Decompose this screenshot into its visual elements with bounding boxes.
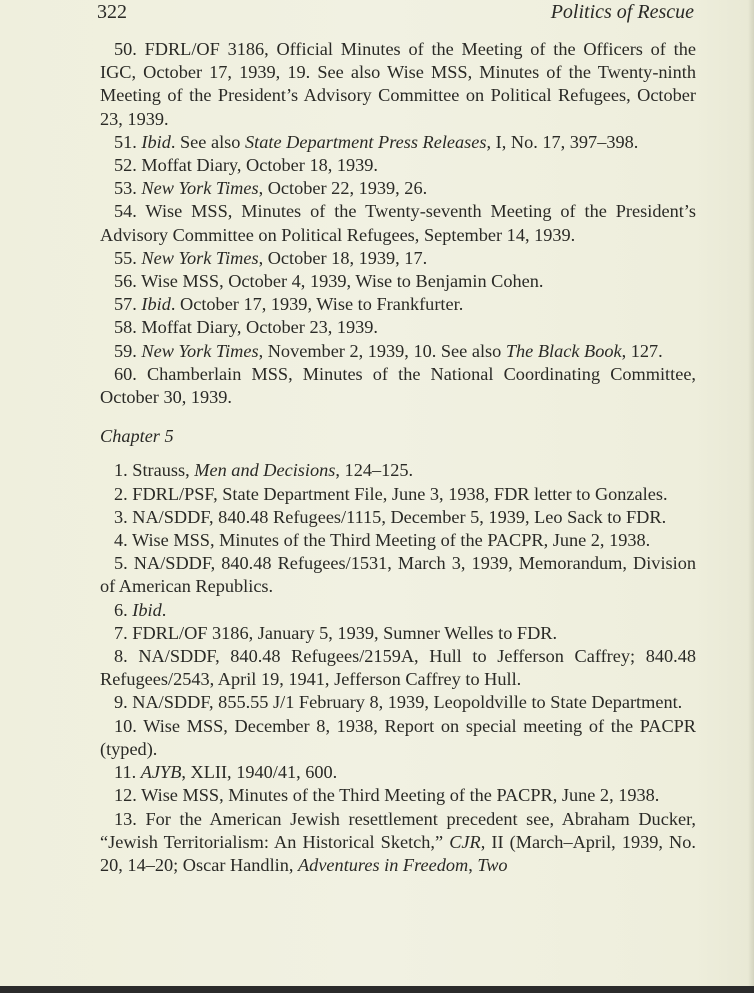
endnote-text: , bbox=[468, 854, 478, 875]
endnote bbox=[100, 808, 696, 878]
endnote-text: 60. Chamberlain MSS, Minutes of the National Coordinating Committee, October 30, 1939. bbox=[100, 363, 696, 408]
endnote bbox=[100, 784, 696, 807]
endnote-text: , November 2, 1939, 10. See also bbox=[258, 340, 506, 361]
endnote bbox=[100, 622, 696, 645]
endnote-italic-text: Ibid bbox=[141, 294, 171, 315]
bottom-bar bbox=[0, 986, 754, 993]
endnote-italic-text: Ibid bbox=[141, 131, 171, 152]
endnotes bbox=[100, 38, 696, 877]
endnote-italic-text: New York Times bbox=[141, 247, 259, 268]
endnote-italic-text: AJYB bbox=[140, 762, 182, 783]
endnote-text: , II (March–April, 1939, No. 20, 14–20; Oscar Handlin, bbox=[100, 831, 696, 875]
endnote-text: 56. Wise MSS, October 4, 1939, Wise to Benjamin Cohen. bbox=[114, 271, 544, 292]
endnote-text: 51. bbox=[114, 131, 142, 152]
endnote-text: 58. Moffat Diary, October 23, 1939. bbox=[114, 317, 379, 338]
endnote bbox=[100, 316, 696, 339]
endnote bbox=[100, 270, 696, 293]
endnote-text: , October 18, 1939, 17. bbox=[258, 247, 428, 268]
endnote bbox=[100, 293, 696, 316]
endnote bbox=[100, 38, 696, 131]
endnote bbox=[100, 599, 696, 622]
endnote bbox=[100, 177, 696, 200]
endnote-text: , XLII, 1940/41, 600. bbox=[181, 762, 338, 783]
endnote-text: 52. Moffat Diary, October 18, 1939. bbox=[114, 155, 379, 176]
endnote-text: 12. Wise MSS, Minutes of the Third Meeting of the PACPR, June 2, 1938. bbox=[114, 785, 660, 806]
endnote-text: 8. NA/SDDF, 840.48 Refugees/2159A, Hull to Jefferson Caffrey; 840.48 Refugees/2543, April 19, 1941, Jefferson Caffrey to Hull. bbox=[100, 646, 696, 690]
endnote-italic-text: CJR bbox=[449, 831, 481, 852]
endnote-text: , 127. bbox=[621, 340, 663, 361]
endnote-text: , I, No. 17, 397–398. bbox=[486, 131, 639, 152]
notes-chapter-5 bbox=[100, 459, 696, 877]
endnote-italic-text: Ibid bbox=[132, 599, 162, 620]
endnote bbox=[100, 363, 696, 409]
endnote-text: 1. Strauss, bbox=[114, 460, 195, 481]
endnote-text: 4. Wise MSS, Minutes of the Third Meeting of the PACPR, June 2, 1938. bbox=[114, 530, 651, 551]
endnote-text: 6. bbox=[114, 599, 133, 620]
endnote-italic-text: State Department Press Releases bbox=[245, 131, 487, 152]
endnote bbox=[100, 506, 696, 529]
endnote bbox=[100, 715, 696, 761]
endnote-text: 11. bbox=[114, 762, 141, 783]
endnote-text: 53. bbox=[114, 178, 142, 199]
page-number: 322 bbox=[97, 1, 127, 23]
endnote-text: . bbox=[161, 599, 167, 620]
endnote-text: 59. bbox=[114, 340, 142, 361]
endnote bbox=[100, 340, 696, 363]
endnote-text: . See also bbox=[170, 131, 245, 152]
endnote-text: 13. For the American Jewish resettlement precedent see, Abraham Ducker, “Jewish Territorialism: An Historical Sketch,” bbox=[100, 808, 696, 852]
endnote bbox=[100, 131, 696, 154]
page-edge-shadow bbox=[748, 0, 754, 986]
endnote bbox=[100, 247, 696, 270]
endnote-text: 2. FDRL/PSF, State Department File, June 3, 1938, FDR letter to Gonzales. bbox=[114, 483, 668, 504]
endnote bbox=[100, 529, 696, 552]
notes-chapter-4 bbox=[100, 38, 696, 409]
endnote bbox=[100, 691, 696, 714]
endnote bbox=[100, 200, 696, 246]
endnote-italic-text: Adventures in Freedom bbox=[298, 854, 469, 875]
endnote-italic-text: New York Times bbox=[141, 178, 259, 199]
endnote-text: 7. FDRL/OF 3186, January 5, 1939, Sumner Welles to FDR. bbox=[114, 622, 558, 643]
endnote bbox=[100, 645, 696, 691]
endnote-text: . October 17, 1939, Wise to Frankfurter. bbox=[170, 294, 464, 315]
endnote-text: , October 22, 1939, 26. bbox=[258, 178, 428, 199]
endnote bbox=[100, 483, 696, 506]
endnote-text: 5. NA/SDDF, 840.48 Refugees/1531, March 3, 1939, Memorandum, Division of American Republics. bbox=[100, 553, 696, 597]
endnote bbox=[100, 761, 696, 784]
endnote bbox=[100, 154, 696, 177]
endnote bbox=[100, 459, 696, 482]
endnote-italic-text: The Black Book bbox=[505, 340, 622, 361]
endnote-italic-text: New York Times bbox=[141, 340, 259, 361]
endnote-text: 9. NA/SDDF, 855.55 J/1 February 8, 1939, Leopoldville to State Department. bbox=[114, 692, 683, 713]
endnote-text: , 124–125. bbox=[335, 460, 414, 481]
running-title: Politics of Rescue bbox=[550, 1, 694, 23]
endnote-text: 50. FDRL/OF 3186, Official Minutes of the Meeting of the Officers of the IGC, October 17, 1939, 19. See also Wise MSS, Minutes of the Twenty-ninth Meeting of the President’s Advisory Committee on Political Refugees, October 23, 1939. bbox=[100, 39, 696, 129]
endnote-italic-text: Men and Decisions bbox=[194, 460, 336, 481]
endnote-text: 10. Wise MSS, December 8, 1938, Report on special meeting of the PACPR (typed). bbox=[100, 715, 696, 759]
running-head bbox=[97, 0, 694, 24]
endnote bbox=[100, 552, 696, 598]
endnote-italic-text: Two bbox=[477, 854, 508, 875]
chapter-heading: Chapter 5 bbox=[100, 426, 174, 447]
endnote-text: 3. NA/SDDF, 840.48 Refugees/1115, December 5, 1939, Leo Sack to FDR. bbox=[114, 506, 667, 527]
endnote-text: 55. bbox=[114, 247, 142, 268]
endnote-text: 54. Wise MSS, Minutes of the Twenty-seventh Meeting of the President’s Advisory Committee on Political Refugees, September 14, 1939. bbox=[100, 201, 696, 245]
endnote-text: 57. bbox=[114, 294, 142, 315]
